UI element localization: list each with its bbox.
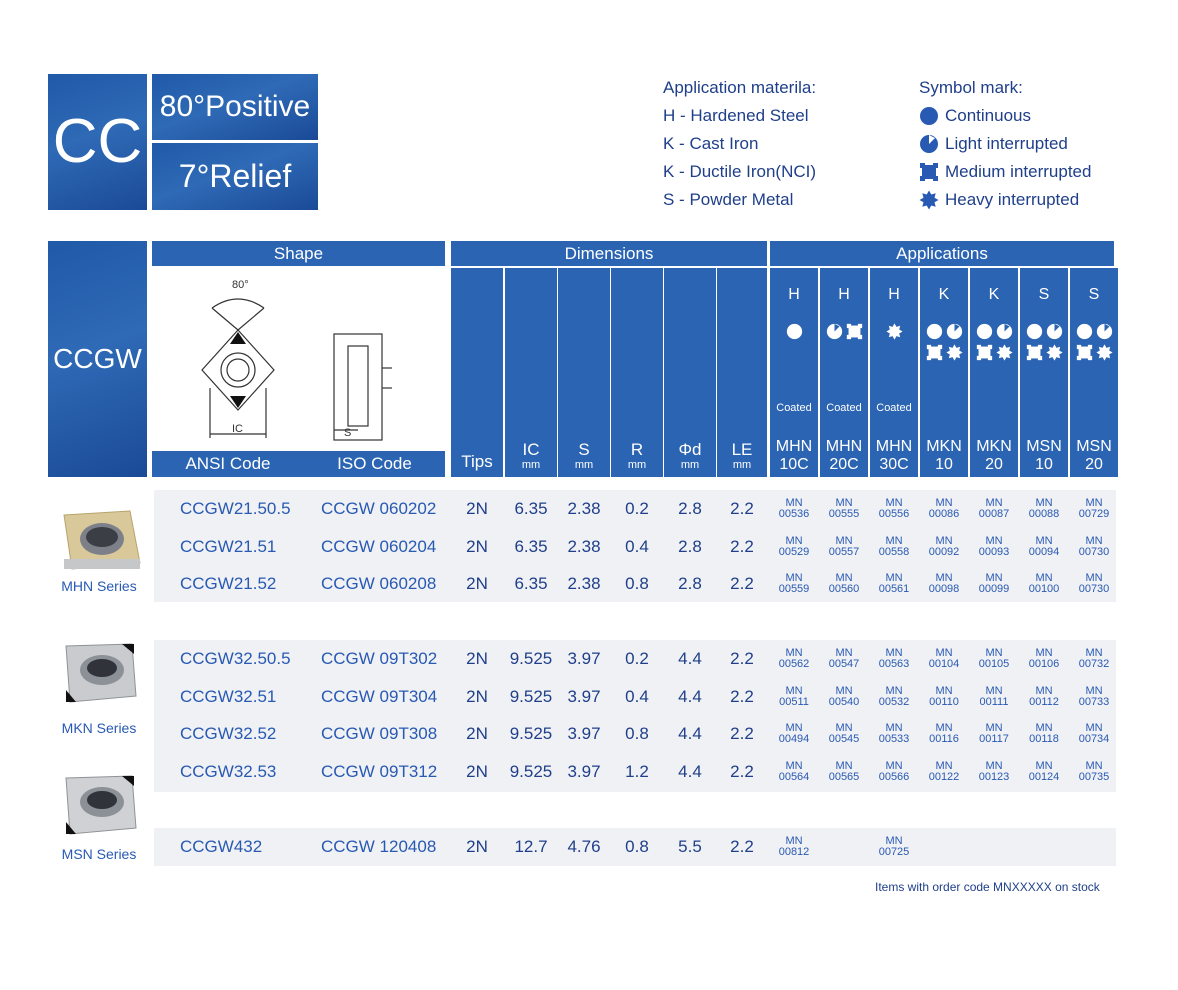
shape-header: Shape [152,241,445,266]
angle-label: 80° [232,279,249,291]
app-symbols [820,323,868,340]
le-value: 2.2 [730,761,754,781]
app-col-6 [1070,268,1118,477]
order-code: MN 00734 [1078,722,1110,745]
dimensions-header: Dimensions [451,241,767,266]
s-value: 2.38 [567,499,601,518]
full-symbol-icon [976,323,993,340]
ic-value: 12.7 [514,837,548,856]
le-value: 2.2 [730,536,754,556]
table-row [154,565,1116,603]
order-code: MN 00093 [978,534,1010,558]
ansi-code-header: ANSI Code [185,454,271,473]
order-code: MN 00088 [1028,497,1060,520]
grade-label: MHN 10C [775,438,813,473]
dim-col-4 [664,268,716,477]
iso-code: CCGW 060204 [321,536,437,556]
iso-code: CCGW 120408 [321,837,437,856]
notched-circle-icon [919,134,939,154]
ic-value: 9.525 [509,761,553,781]
square-symbol-icon [1026,344,1043,361]
s-value: 2.38 [567,574,601,593]
ansi-code: CCGW32.51 [180,686,277,706]
full-symbol-icon [786,323,803,340]
s-value: 2.38 [567,536,601,556]
s-value: 3.97 [567,649,601,668]
table-row [154,753,1116,791]
app-col-3 [920,268,968,477]
tips-value: 2N [466,499,488,518]
r-value: 0.4 [625,536,649,556]
order-code: MN 00536 [778,497,810,520]
tips-value: 2N [466,724,488,743]
ansi-code: CCGW21.50.5 [180,499,291,518]
order-code: MN 00556 [878,497,910,520]
order-code: MN 00557 [828,534,860,558]
square-symbol-icon [846,323,863,340]
table-row [154,678,1116,716]
dim-col-label: Tips [461,452,493,471]
dim-col-3 [611,268,663,477]
grade-label: MKN 20 [976,438,1012,473]
star-symbol-icon [886,323,903,340]
angle-box: 80°Positive [152,74,318,140]
ic-value: 9.525 [509,724,553,743]
d-value: 4.4 [678,761,702,781]
ic-value: 6.35 [514,499,548,518]
order-code: MN 00562 [778,647,810,670]
symbol-label: Continuous [945,106,1032,125]
le-value: 2.2 [730,837,754,856]
dim-col-label: LE mm [731,440,753,471]
d-value: 2.8 [678,574,702,593]
le-value: 2.2 [730,724,754,743]
d-value: 4.4 [678,649,702,668]
app-col-4 [970,268,1018,477]
iso-code: CCGW 09T304 [321,686,438,706]
ansi-code: CCGW32.52 [180,724,277,743]
square-symbol-icon [926,344,943,361]
relief-box: 7°Relief [152,143,318,210]
order-code: MN 00122 [928,759,960,783]
ccgw-side-label: CCGW [48,241,147,477]
dim-col-label: R mm [627,440,647,471]
order-code: MN 00094 [1028,534,1060,558]
dim-col-0 [451,268,503,477]
order-code: MN 00564 [778,759,810,783]
order-code: MN 00533 [878,722,910,745]
order-code: MN 00545 [828,722,860,745]
order-code: MN 00099 [978,572,1010,595]
s-value: 3.97 [567,761,601,781]
ic-value: 9.525 [509,686,553,706]
material-label: S [1088,286,1100,303]
square-symbol-icon [976,344,993,361]
material-label: S [1038,286,1050,303]
symbol-legend [919,74,1139,214]
app-col-0 [770,268,818,477]
r-value: 0.4 [625,686,649,706]
order-code: MN 00087 [978,497,1010,520]
le-value: 2.2 [730,574,754,593]
order-code: MN 00730 [1078,572,1110,595]
dim-col-1 [505,268,557,477]
s-value: 4.76 [567,837,601,856]
iso-code-header: ISO Code [337,454,412,473]
tips-value: 2N [466,574,488,593]
ic-value: 6.35 [514,574,548,593]
ic-value: 9.525 [509,649,553,668]
ic-value: 6.35 [514,536,548,556]
table-row [154,715,1116,753]
order-code: MN 00494 [778,722,810,745]
order-code: MN 00100 [1028,572,1060,595]
order-code: MN 00532 [878,684,910,708]
app-symbols [770,323,818,340]
r-value: 0.8 [625,574,649,593]
dim-col-label: S mm [574,440,594,471]
le-value: 2.2 [730,649,754,668]
application-title: Application materila: [663,78,817,97]
s-value: 3.97 [567,686,601,706]
material-label: H [888,286,900,303]
order-code: MN 00106 [1028,647,1060,670]
order-code: MN 00565 [828,759,860,783]
square-symbol-icon [1076,344,1093,361]
star-symbol-icon [1096,344,1113,361]
square-gear-icon [919,162,939,182]
order-code: MN 00098 [928,572,960,595]
r-value: 0.2 [625,649,649,668]
d-value: 2.8 [678,499,702,518]
tips-value: 2N [466,686,488,706]
grade-label: MSN 10 [1026,438,1062,473]
order-code: MN 00112 [1029,684,1059,708]
le-value: 2.2 [730,499,754,518]
grade-label: MKN 10 [926,438,962,473]
order-code: MN 00117 [979,722,1009,745]
applications-header: Applications [770,241,1114,266]
order-code: MN 00086 [928,497,960,520]
order-code: MN 00559 [778,572,810,595]
shape-drawing [152,268,445,451]
order-code: MN 00540 [828,684,860,708]
order-code: MN 00123 [978,759,1010,783]
tips-value: 2N [466,536,488,556]
table-row [154,490,1116,528]
order-code: MN 00558 [878,534,910,558]
app-col-5 [1020,268,1068,477]
order-code: MN 00812 [778,835,810,858]
material-label: K [988,286,1000,303]
symbol-title: Symbol mark: [919,78,1023,97]
r-value: 0.2 [625,499,649,518]
r-value: 0.8 [625,724,649,743]
d-value: 4.4 [678,686,702,706]
grade-label: MSN 20 [1076,438,1112,473]
order-code: MN 00563 [878,647,910,670]
full-symbol-icon [1076,323,1093,340]
insert-drawing-icon [152,268,445,451]
full-symbol-icon [1026,323,1043,340]
d-value: 2.8 [678,536,702,556]
application-item: S - Powder Metal [663,190,794,209]
dim-col-2 [558,268,610,477]
order-code: MN 00561 [878,572,910,595]
series-label: MHN Series [61,578,137,594]
d-value: 5.5 [678,837,702,856]
series-label: MKN Series [61,720,137,736]
order-code: MN 00092 [928,534,960,558]
msn-insert-image [50,772,150,842]
grade-label: MHN 20C [825,438,863,473]
app-symbols [1020,323,1068,361]
dim-col-label: IC mm [521,440,541,471]
symbol-label: Medium interrupted [945,162,1092,181]
mhn-insert-image [50,505,150,575]
series-code-box: CC [48,74,147,210]
ansi-code: CCGW32.53 [180,761,277,781]
tips-value: 2N [466,837,488,856]
iso-code: CCGW 060208 [321,574,437,593]
table-row [154,828,1116,866]
order-code: MN 00124 [1028,759,1060,783]
star-symbol-icon [996,344,1013,361]
ansi-code: CCGW432 [180,837,263,856]
order-code: MN 00725 [878,835,910,858]
full-circle-icon [919,106,939,126]
stock-note: Items with order code MNXXXXX on stock [875,880,1100,894]
series-label: MSN Series [61,846,137,862]
application-legend [663,74,893,214]
order-code: MN 00111 [979,684,1009,708]
order-code: MN 00735 [1078,759,1110,783]
ic-label: IC [232,423,243,435]
ansi-code: CCGW21.52 [180,574,277,593]
dim-col-5 [717,268,767,477]
order-code: MN 00566 [878,759,910,783]
le-value: 2.2 [730,686,754,706]
app-col-2 [870,268,918,477]
ansi-code: CCGW21.51 [180,536,277,556]
order-code: MN 00560 [828,572,860,595]
order-code: MN 00732 [1078,647,1110,670]
material-label: H [788,286,800,303]
app-symbols [870,323,918,340]
order-code: MN 00105 [978,647,1010,670]
iso-code: CCGW 09T308 [321,724,438,743]
order-code: MN 00555 [828,497,860,520]
tips-value: 2N [466,761,488,781]
iso-code: CCGW 09T312 [321,761,438,781]
notch-symbol-icon [946,323,963,340]
star-symbol-icon [946,344,963,361]
app-symbols [970,323,1018,361]
order-code: MN 00116 [929,722,959,745]
order-code: MN 00110 [929,684,959,708]
order-code: MN 00729 [1078,497,1110,520]
full-symbol-icon [926,323,943,340]
ansi-code: CCGW32.50.5 [180,649,291,668]
order-code: MN 00118 [1029,722,1059,745]
app-symbols [920,323,968,361]
iso-code: CCGW 060202 [321,499,437,518]
r-value: 0.8 [625,837,649,856]
order-code: MN 00547 [828,647,860,670]
notch-symbol-icon [996,323,1013,340]
grade-label: MHN 30C [875,438,913,473]
app-symbols [1070,323,1118,361]
coated-label: Coated [826,402,862,414]
coated-label: Coated [876,402,912,414]
mkn-insert-image [50,640,150,710]
application-item: K - Ductile Iron(NCI) [663,162,817,181]
tips-value: 2N [466,649,488,668]
order-code: MN 00730 [1078,534,1110,558]
application-item: K - Cast Iron [663,134,759,153]
d-value: 4.4 [678,724,702,743]
notch-symbol-icon [1046,323,1063,340]
iso-code: CCGW 09T302 [321,649,438,668]
star-gear-icon [919,190,939,210]
order-code: MN 00529 [778,534,810,558]
star-symbol-icon [1046,344,1063,361]
notch-symbol-icon [1096,323,1113,340]
order-code: MN 00733 [1078,684,1110,708]
application-item: H - Hardened Steel [663,106,809,125]
coated-label: Coated [776,402,812,414]
s-label: S [344,427,352,439]
dim-col-label: Φd mm [678,440,702,471]
notch-symbol-icon [826,323,843,340]
material-label: H [838,286,850,303]
app-col-1 [820,268,868,477]
shape-subheader [152,451,445,477]
table-row [154,640,1116,678]
symbol-label: Heavy interrupted [945,190,1080,209]
material-label: K [938,286,950,303]
s-value: 3.97 [567,724,601,743]
r-value: 1.2 [625,761,649,781]
table-row [154,528,1116,566]
order-code: MN 00511 [779,684,809,708]
order-code: MN 00104 [928,647,960,670]
symbol-label: Light interrupted [945,134,1068,153]
